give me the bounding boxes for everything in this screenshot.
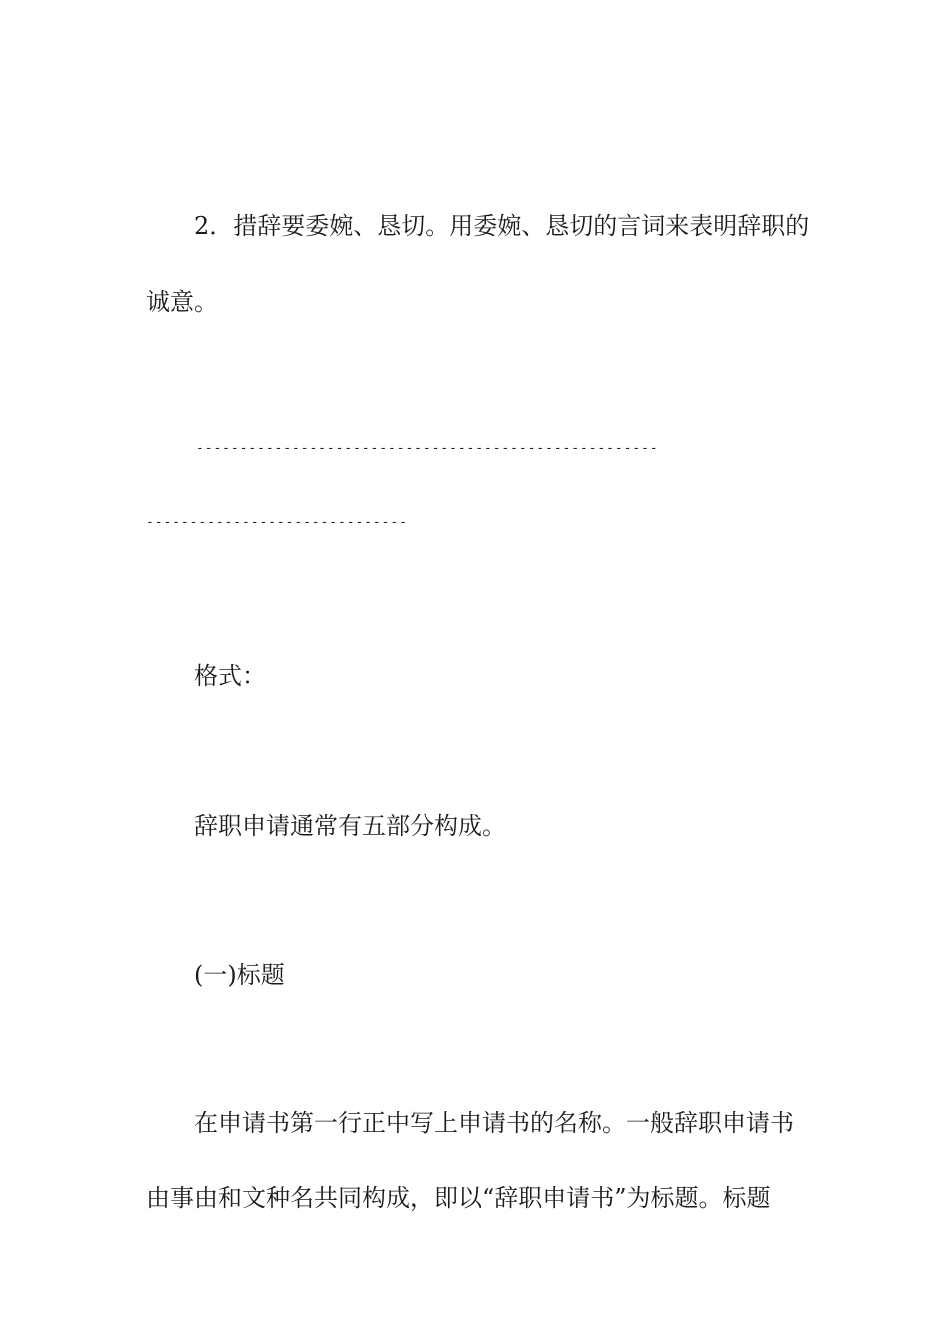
section1-paragraph-line1: 在申请书第一行正中写上申请书的名称。一般辞职申请书 <box>194 1109 794 1137</box>
section1-paragraph-line2: 由事由和文种名共同构成，即以“辞职申请书”为标题。标题 <box>146 1184 771 1212</box>
format-heading: 格式： <box>194 662 266 690</box>
separator-line-1: ----------------------------------------------------- <box>196 441 659 456</box>
paragraph-point2-line1: 2．措辞要委婉、恳切。用委婉、恳切的言词来表明辞职的 <box>194 212 810 240</box>
section1-heading: (一)标题 <box>194 961 285 989</box>
separator-line-2: ------------------------------ <box>146 515 408 530</box>
paragraph-point2-line2: 诚意。 <box>146 288 218 316</box>
parts-intro: 辞职申请通常有五部分构成。 <box>194 812 506 840</box>
